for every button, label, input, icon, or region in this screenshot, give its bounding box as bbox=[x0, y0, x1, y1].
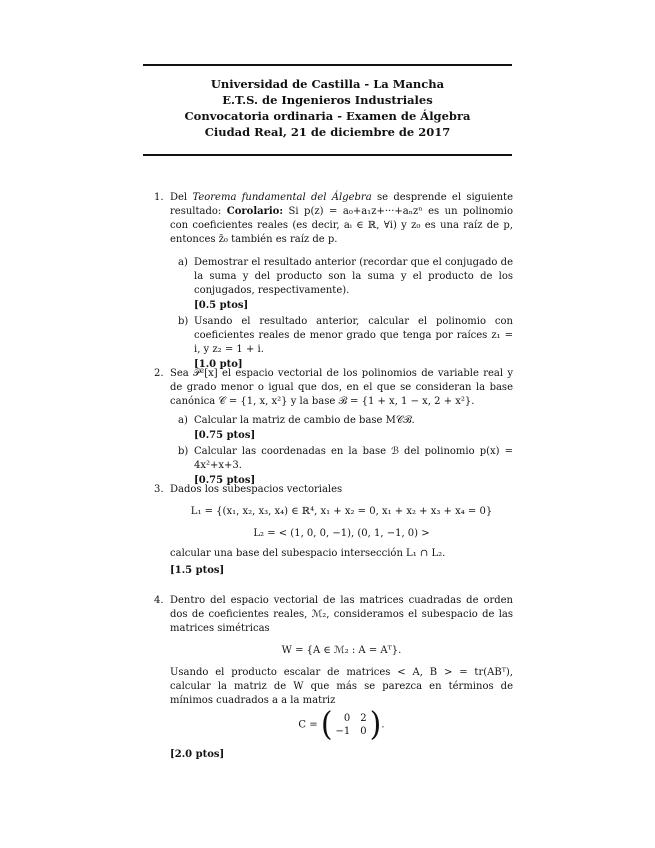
question-1-part-b: b) Usando el resultado anterior, calcular el polinomio con coeficientes reales de menor grado que tenga por raíces z₁ = i, y z₂ = 1 + i. [1.0 pto] bbox=[178, 316, 513, 370]
question-1-part-a: a) Demostrar el resultado anterior (recordar que el conjugado de la suma y del producto son la suma y el producto de los conjugados, respectivamente). [0.5 ptos] bbox=[178, 257, 513, 311]
matrix-cell: 0 bbox=[360, 726, 367, 737]
part-text: Usando el resultado anterior, calcular el polinomio con coeficientes reales de menor grado que tenga por raíces z₁ = i, y z₂ = 1 + i. bbox=[194, 316, 513, 355]
points: [1.0 pto] bbox=[194, 359, 243, 370]
question-number: 3. bbox=[154, 484, 164, 495]
corolario-text: Si p(z) = a₀+a₁z+···+aₙzⁿ es un polinomio con coeficientes reales (es decir, aᵢ ∈ ℝ, ∀i) y z₀ es una raíz de p, entonces z̄₀ también es raíz de p. bbox=[170, 206, 514, 245]
matrix-c-equation: C = ( 0 2 −1 0 ) . bbox=[298, 705, 385, 744]
part-text: Calcular las coordenadas en la base ℬ del polinomio p(x) = 4x²+x+3. bbox=[194, 446, 513, 471]
matrix-cell: 0 bbox=[343, 713, 351, 724]
equation-l2: L₂ = < (1, 0, 0, −1), (0, 1, −1, 0) > bbox=[253, 528, 430, 539]
matrix-cell: 2 bbox=[360, 713, 367, 724]
question-2-intro: Sea 𝒫²[x] el espacio vectorial de los polinomios de variable real y de grado menor o igual que dos, en el que se consideran la base canónica 𝒞 = {1, x, x²} y la base ℬ = {1 + x, 1 − x, 2 + x²}. bbox=[170, 368, 513, 407]
exam-title: Convocatoria ordinaria - Examen de Álgebra bbox=[184, 109, 471, 123]
points: [0.75 ptos] bbox=[194, 430, 256, 441]
corolario-label: Corolario: bbox=[226, 206, 284, 217]
theorem-name: Teorema fundamental del Álgebra bbox=[192, 192, 372, 203]
exam-date: Ciudad Real, 21 de diciembre de 2017 bbox=[204, 125, 451, 139]
question-1-intro: Del Teorema fundamental del Álgebra se desprende el siguiente resultado: Corolario: Si p(z) = a₀+a₁z+···+aₙzⁿ es un polinomio con coeficientes reales (es decir, aᵢ ∈ ℝ, ∀i) y z₀ es una raíz de p, entonces z̄₀ también es raíz de p. bbox=[170, 192, 514, 245]
question-number: 4. bbox=[154, 595, 164, 606]
points: [0.75 ptos] bbox=[194, 475, 256, 486]
question-2-part-a: a) Calcular la matriz de cambio de base M𝒞ℬ. [0.75 ptos] bbox=[194, 414, 513, 443]
question-4 bbox=[154, 594, 513, 762]
question-3-intro: Dados los subespacios vectoriales bbox=[170, 484, 343, 495]
question-4-intro: Dentro del espacio vectorial de las matrices cuadradas de orden dos de coeficientes reales, ℳ₂, consideramos el subespacio de las matrices simétricas bbox=[170, 595, 513, 634]
question-4-text: Usando el producto escalar de matrices < A, B > = tr(ABᵀ), calcular la matriz de W que más se parezca en términos de mínimos cuadrados a a la matriz bbox=[170, 667, 513, 706]
question-3-outro: calcular una base del subespacio intersección L₁ ∩ L₂. bbox=[170, 548, 446, 559]
matrix-cell: −1 bbox=[335, 726, 351, 737]
part-text: Demostrar el resultado anterior (recordar que el conjugado de la suma y del producto son la suma y el producto de los conjugados, respectivamente). bbox=[194, 257, 513, 296]
question-number: 1. bbox=[154, 192, 164, 203]
school-name: E.T.S. de Ingenieros Industriales bbox=[222, 93, 433, 107]
equation-l1: L₁ = {(x₁, x₂, x₃, x₄) ∈ ℝ⁴, x₁ + x₂ = 0, x₁ + x₂ + x₃ + x₄ = 0} bbox=[190, 506, 493, 517]
points: [0.5 ptos] bbox=[194, 300, 249, 311]
points: [1.5 ptos] bbox=[170, 565, 225, 576]
header-bottom-rule bbox=[143, 154, 512, 156]
header-top-rule bbox=[143, 64, 512, 66]
matrix-c: ( 0 2 −1 0 ) bbox=[320, 705, 382, 744]
exam-header bbox=[143, 76, 512, 140]
part-text: Calcular la matriz de cambio de base M𝒞ℬ. bbox=[194, 415, 415, 426]
matrix-label: C = bbox=[298, 719, 318, 731]
points: [2.0 ptos] bbox=[170, 749, 225, 760]
question-2 bbox=[154, 367, 513, 488]
question-1 bbox=[154, 191, 514, 372]
university-name: Universidad de Castilla - La Mancha bbox=[210, 77, 445, 91]
question-3 bbox=[154, 483, 513, 578]
equation-w: W = {A ∈ ℳ₂ : A = Aᵀ}. bbox=[281, 645, 402, 656]
question-number: 2. bbox=[154, 368, 164, 379]
question-2-part-b: b) Calcular las coordenadas en la base ℬ del polinomio p(x) = 4x²+x+3. [0.75 ptos] bbox=[178, 446, 513, 486]
